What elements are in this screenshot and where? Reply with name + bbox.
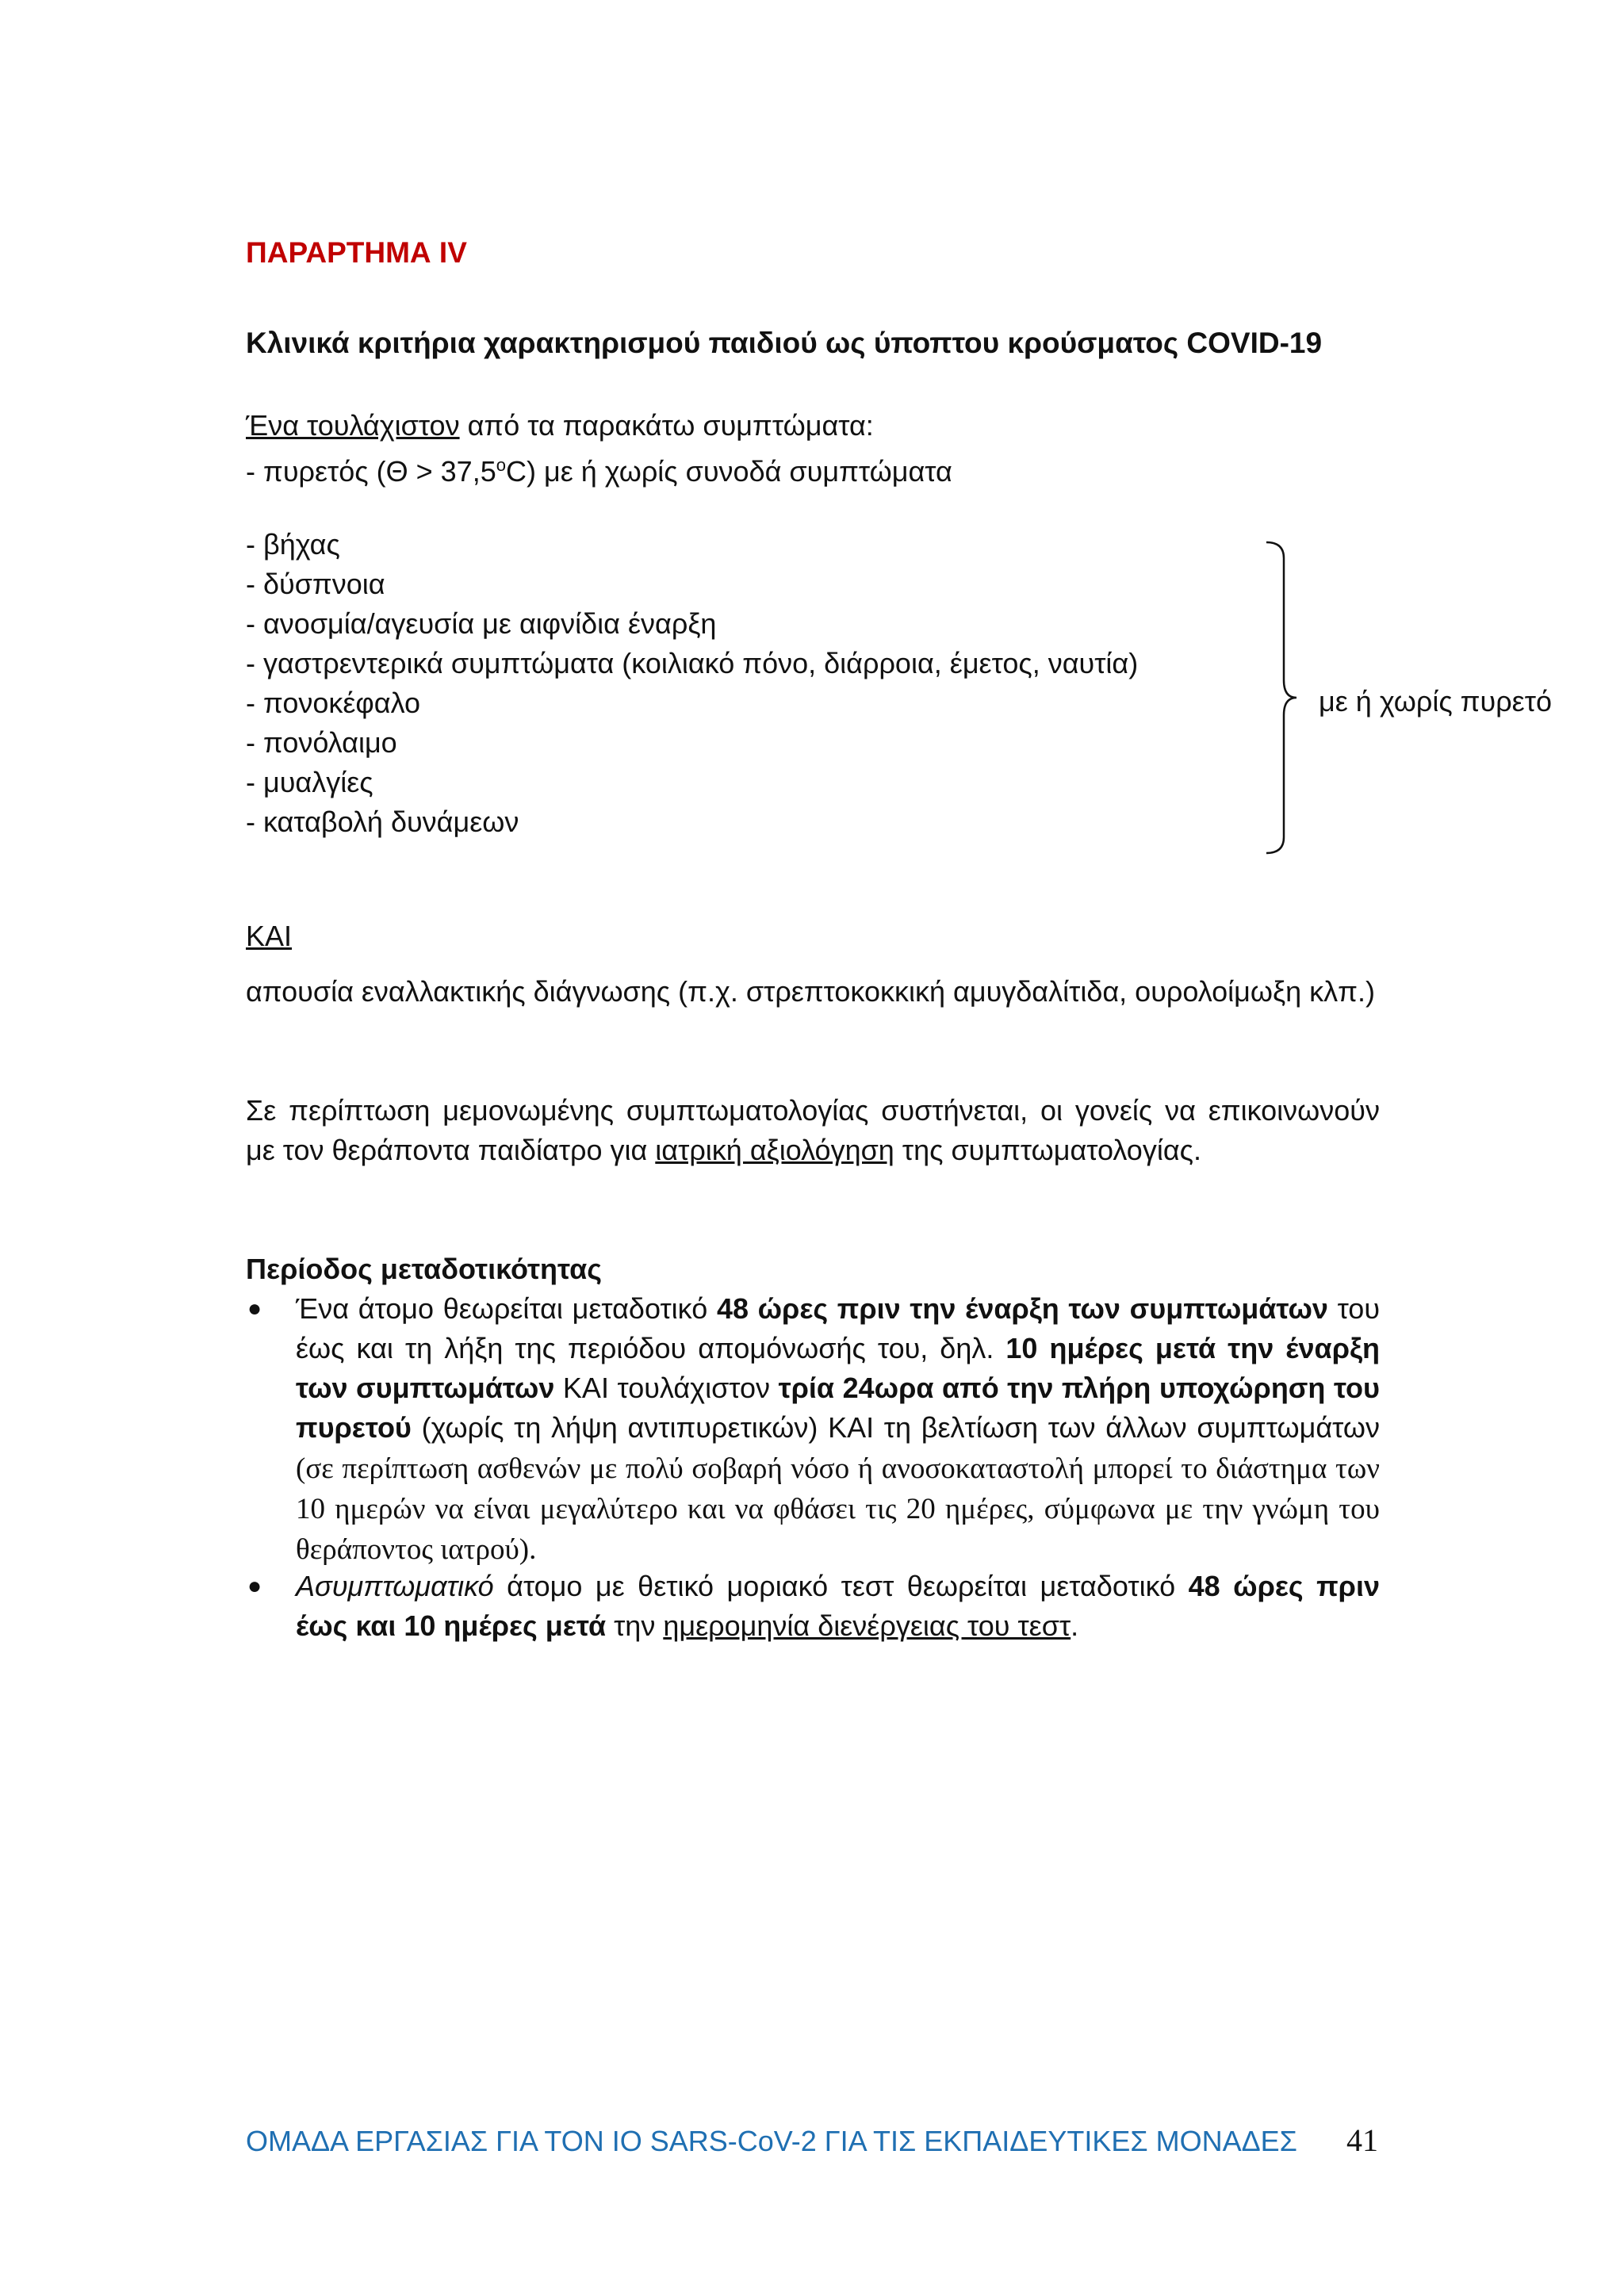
fever-text-before: - πυρετός (Θ > 37,5 [246, 455, 496, 488]
medical-assessment-link-text: ιατρική αξιολόγηση [655, 1134, 894, 1166]
intro-line [246, 406, 874, 446]
bullet1-bold: 48 ώρες πριν την έναρξη των συμπτωμάτων [716, 1292, 1328, 1325]
bullet2-underlined: ημερομηνία διενέργειας του τεστ [663, 1609, 1071, 1642]
symptom-item: - βήχας [246, 528, 340, 561]
brace-label: με ή χωρίς πυρετό [1319, 685, 1552, 718]
symptom-item: - γαστρεντερικά συμπτώματα (κοιλιακό πόνο, διάρροια, έμετος, ναυτία) [246, 647, 1139, 679]
bullet1-text: ΚΑΙ τουλάχιστον [554, 1372, 779, 1404]
annex-heading: ΠΑΡΑΡΤΗΜΑ IV [246, 236, 467, 269]
fever-line [246, 446, 952, 492]
degree-superscript: ο [496, 455, 506, 475]
bullet1-text: (χωρίς τη λήψη αντιπυρετικών) ΚΑΙ τη βελτίωση των άλλων συμπτωμάτων [411, 1411, 1380, 1444]
fever-text-after: C) με ή χωρίς συνοδά συμπτώματα [505, 455, 952, 488]
and-label: ΚΑΙ [246, 920, 293, 952]
isolated-symptoms-paragraph [246, 1091, 1380, 1170]
absence-paragraph: απουσία εναλλακτικής διάγνωσης (π.χ. στρεπτοκοκκική αμυγδαλίτιδα, ουρολοίμωξη κλπ.) [246, 975, 1376, 1008]
intro-underlined: Ένα τουλάχιστον [246, 409, 460, 442]
bullet2-text: την [606, 1609, 664, 1642]
bullet-dot-icon: ● [247, 1295, 262, 1322]
page-number: 41 [1346, 2122, 1378, 2158]
isolated-text-before: Σε περίπτωση μεμονωμένης συμπτωματολογίας συστήνεται, οι γονείς να επικοινωνούν με τον θεράποντα παιδίατρο για [246, 1094, 1380, 1166]
bullet2-text: άτομο με θετικό μοριακό τεστ θεωρείται μεταδοτικό [493, 1570, 1189, 1602]
right-curly-brace [1265, 541, 1297, 855]
bullet-infectious-asymptomatic [296, 1567, 1380, 1646]
bullet1-serif-note: (σε περίπτωση ασθενών με πολύ σοβαρή νόσο ή ανοσοκαταστολή μπορεί το διάστημα των 10 ημερών να είναι μεγαλύτερο και να φθάσει τις 20 ημέρες, σύμφωνα με την γνώμη του θεράποντος ιατρού). [296, 1452, 1380, 1566]
bullet1-text: Ένα άτομο θεωρείται μεταδοτικό [296, 1292, 717, 1325]
symptom-item: - πονόλαιμο [246, 726, 397, 759]
symptom-item: - δύσπνοια [246, 568, 385, 600]
bullet2-text: . [1071, 1609, 1079, 1642]
intro-rest: από τα παρακάτω συμπτώματα: [459, 409, 874, 442]
bullet1-text: του έως και τη λήξη της περιόδου απομόνωσής του, δηλ. [296, 1292, 1381, 1364]
bullet1-bold: τρία 24ωρα από την πλήρη υποχώρηση του πυρετού [296, 1372, 1380, 1444]
symptom-item: - ανοσμία/αγευσία με αιφνίδια έναρξη [246, 607, 717, 640]
bullet1-bold: 10 ημέρες μετά την έναρξη των συμπτωμάτων [296, 1332, 1380, 1404]
isolated-text-after: της συμπτωματολογίας. [894, 1134, 1201, 1166]
symptom-item: - μυαλγίες [246, 766, 373, 798]
symptom-item: - καταβολή δυνάμεων [246, 806, 519, 838]
footer-text: ΟΜΑΔΑ ΕΡΓΑΣΙΑΣ ΓΙΑ ΤΟΝ ΙΟ SARS-CoV-2 ΓΙΑ ΤΙΣ ΕΚΠΑΙΔΕΥΤΙΚΕΣ ΜΟΝΑΔΕΣ [246, 2125, 1297, 2157]
bullet-dot-icon: ● [247, 1573, 262, 1599]
bullet2-bold: 48 ώρες πριν έως και 10 ημέρες μετά [296, 1570, 1380, 1642]
bullet-infectious-symptomatic [296, 1289, 1380, 1570]
bullet2-italic: Ασυμπτωματικό [296, 1570, 494, 1602]
document-title: Κλινικά κριτήρια χαρακτηρισμού παιδιού ως ύποπτου κρούσματος COVID-19 [246, 327, 1323, 359]
period-heading: Περίοδος μεταδοτικότητας [246, 1253, 602, 1285]
symptom-item: - πονοκέφαλο [246, 687, 421, 719]
